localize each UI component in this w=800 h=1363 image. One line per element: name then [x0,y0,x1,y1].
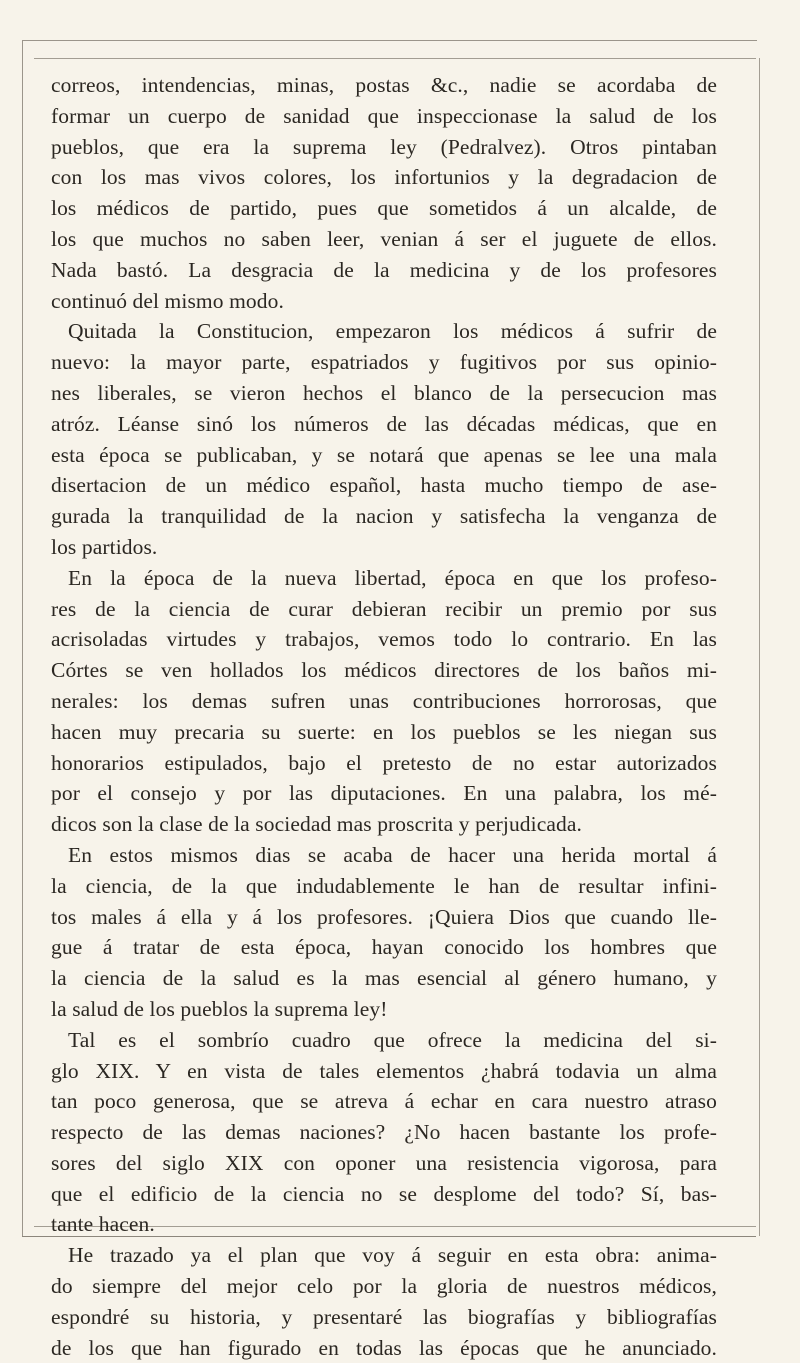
text-line: respecto de las demas naciones? ¿No hacen bastante los profe- [51,1120,717,1145]
text-line: disertacion de un médico español, hasta mucho tiempo de ase- [51,473,717,498]
text-line: Nada bastó. La desgracia de la medicina y de los profesores [51,257,717,282]
text-line: En la época de la nueva libertad, época en que los profeso- [68,565,717,590]
text-line: que el edificio de la ciencia no se desplome del todo? Sí, bas- [51,1181,717,1206]
text-line: de los que han figurado en todas las épocas que he anunciado. [51,1335,717,1360]
text-line: hacen muy precaria su suerte: en los pueblos se les niegan sus [51,719,717,744]
text-line: En estos mismos dias se acaba de hacer una herida mortal á [68,842,717,867]
text-line: dicos son la clase de la sociedad mas proscrita y perjudicada. [51,812,582,837]
text-line: Córtes se ven hollados los médicos directores de los baños mi- [51,658,717,683]
text-line: gue á tratar de esta época, hayan conocido los hombres que [51,935,717,960]
text-line: nes liberales, se vieron hechos el blanco de la persecucion mas [51,380,717,405]
text-line: honorarios estipulados, bajo el pretesto de no estar autorizados [51,750,717,775]
text-line: Tal es el sombrío cuadro que ofrece la medicina del si- [68,1027,717,1052]
text-line: nerales: los demas sufren unas contribuciones horrorosas, que [51,688,717,713]
text-line: atróz. Léanse sinó los números de las décadas médicas, que en [51,411,717,436]
text-line: tante hacen. [51,1212,155,1237]
text-line: acrisoladas virtudes y trabajos, vemos todo lo contrario. En las [51,627,717,652]
text-line: los médicos de partido, pues que sometidos á un alcalde, de [51,196,717,221]
text-line: correos, intendencias, minas, postas &c., nadie se acordaba de [51,73,717,97]
page-right-rule [759,58,760,1236]
top-rule [34,58,756,59]
page-body-text [51,70,717,1360]
text-line: tan poco generosa, que se atreva á echar en cara nuestro atraso [51,1089,717,1114]
text-line: gurada la tranquilidad de la nacion y satisfecha la venganza de [51,504,717,529]
text-line: los que muchos no saben leer, venian á ser el juguete de ellos. [51,226,717,251]
text-line: glo XIX. Y en vista de tales elementos ¿habrá todavia un alma [51,1058,717,1083]
text-line: la ciencia, de la que indudablemente le han de resultar infini- [51,873,717,898]
text-line: res de la ciencia de curar debieran recibir un premio por sus [51,596,717,621]
text-line: tos males á ella y á los profesores. ¡Quiera Dios que cuando lle- [51,904,717,929]
text-line: sores del siglo XIX con oponer una resistencia vigorosa, para [51,1150,717,1175]
text-line: por el consejo y por las diputaciones. En una palabra, los mé- [51,781,717,806]
text-line: pueblos, que era la suprema ley (Pedralvez). Otros pintaban [51,134,717,159]
text-line: Quitada la Constitucion, empezaron los médicos á sufrir de [68,319,717,344]
text-line: con los mas vivos colores, los infortunios y la degradacion de [51,165,717,190]
text-line: formar un cuerpo de sanidad que inspeccionase la salud de los [51,103,717,128]
text-line: espondré su historia, y presentaré las biografías y bibliografías [51,1304,717,1329]
text-line: los partidos. [51,534,158,559]
text-line: nuevo: la mayor parte, espatriados y fugitivos por sus opinio- [51,350,717,375]
text-line: continuó del mismo modo. [51,288,284,313]
text-line: la ciencia de la salud es la mas esencial al género humano, y [51,966,717,991]
text-line: He trazado ya el plan que voy á seguir en esta obra: anima- [68,1243,717,1268]
text-line: do siempre del mejor celo por la gloria de nuestros médicos, [51,1274,717,1299]
text-line: la salud de los pueblos la suprema ley! [51,996,388,1021]
text-line: esta época se publicaban, y se notará que apenas se lee una mala [51,442,717,467]
